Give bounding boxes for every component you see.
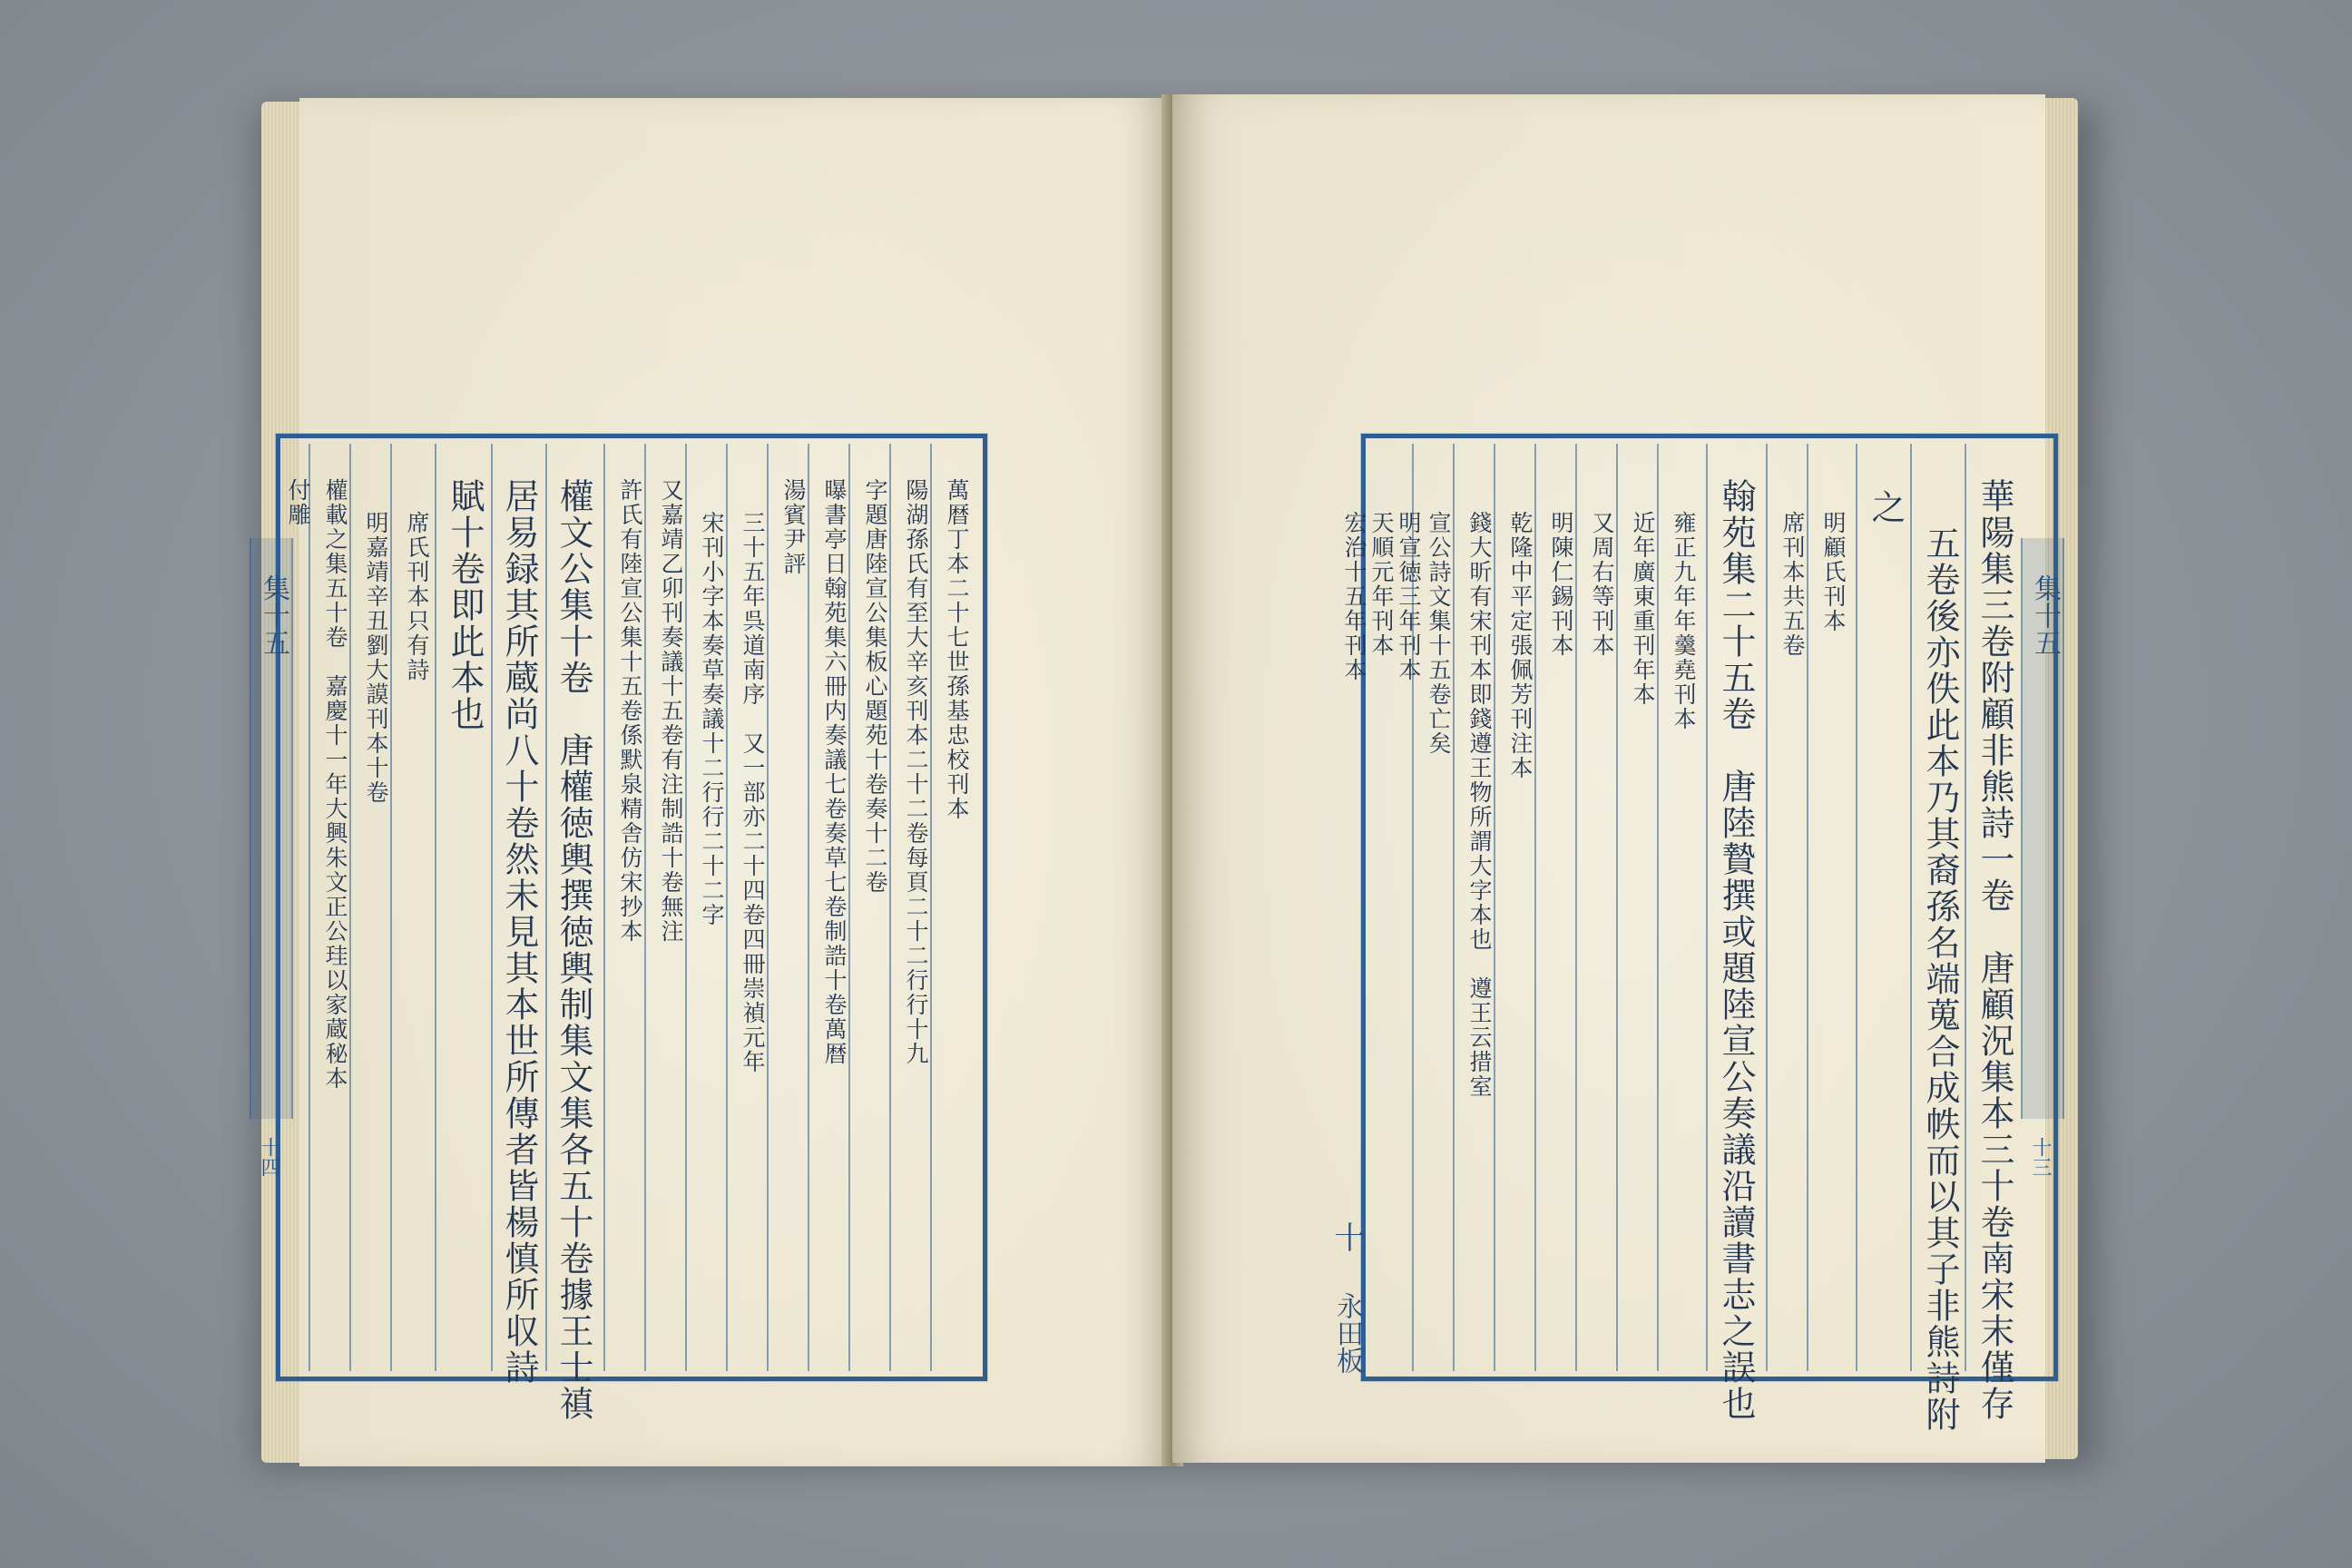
column-rule xyxy=(1807,444,1808,1371)
text-column: 又嘉靖乙卯刊奏議十五卷有注制誥十卷無注 xyxy=(658,478,684,944)
right-page xyxy=(1172,94,2061,1463)
column-rule xyxy=(545,444,547,1371)
text-column: 明嘉靖辛丑劉大謨刊本十卷 xyxy=(363,511,389,805)
text-column: 賦十卷即此本也 xyxy=(445,478,485,732)
bottom-stamp: 十 xyxy=(1328,1221,1365,1252)
text-column: 權載之集五十卷 嘉慶十一年大興朱文正公珪以家蔵秘本 xyxy=(322,478,348,1091)
column-rule xyxy=(1575,444,1577,1371)
text-column: 付雕 xyxy=(285,478,311,527)
left-page xyxy=(258,98,1169,1466)
column-rule xyxy=(1453,444,1455,1371)
column-rule xyxy=(1494,444,1495,1371)
publisher-seal: 永田板 xyxy=(1331,1292,1363,1374)
column-rule xyxy=(644,444,646,1371)
text-column: 明陳仁錫刊本 xyxy=(1548,511,1574,658)
text-column: 近年廣東重刊年本 xyxy=(1630,511,1656,707)
text-column: 席刊本共五卷 xyxy=(1779,511,1806,658)
text-column: 明顧氏刊本 xyxy=(1820,511,1847,633)
show-through-text xyxy=(862,162,906,408)
left-print-frame xyxy=(258,434,987,1422)
column-rule xyxy=(726,444,728,1371)
column-rule xyxy=(1706,444,1708,1371)
left-margin-folio: 十四 xyxy=(258,1137,280,1177)
text-column: 陽湖孫氏有至大辛亥刊本二十二卷每頁二十二行行十九 xyxy=(903,478,929,1066)
text-column: 五卷後亦佚此本乃其裔孫名端蒐合成帙而以其子非熊詩附 xyxy=(1920,525,1960,1433)
column-rule xyxy=(349,444,351,1371)
column-rule xyxy=(848,444,850,1371)
column-rule xyxy=(1910,444,1912,1371)
column-rule xyxy=(390,444,392,1371)
column-rule xyxy=(1616,444,1618,1371)
text-column: 字題唐陸宣公集板心題苑十卷奏十二卷 xyxy=(862,478,888,895)
text-column: 權文公集十卷 唐權徳輿撰徳輿制集文集各五十卷據王士禛 xyxy=(554,478,593,1422)
text-column: 宋刊小字本奏草奏議十二行行二十二字 xyxy=(699,511,725,927)
text-column: 三十五年呉道南序 又一部亦二十四卷四冊崇禎元年 xyxy=(740,511,766,1074)
text-column: 錢大昕有宋刊本即錢遵王物所謂大字本也 遵王云措室 xyxy=(1466,511,1493,1099)
text-column: 乾隆中平定張佩芳刊注本 xyxy=(1507,511,1534,780)
column-rule xyxy=(1657,444,1659,1371)
text-column: 明宣徳三年刊本 xyxy=(1396,511,1422,682)
column-rule xyxy=(685,444,687,1371)
text-column: 之 xyxy=(1866,489,1906,525)
text-column: 華陽集三卷附顧非熊詩一卷 唐顧況集本三十卷南宋末僅存 xyxy=(1975,478,2014,1422)
column-rule xyxy=(603,444,605,1371)
column-rule xyxy=(930,444,932,1371)
text-column: 雍正九年年羹堯刊本 xyxy=(1671,511,1697,731)
column-rule xyxy=(309,444,310,1371)
right-margin-folio: 十三 xyxy=(2029,1137,2052,1177)
column-rule xyxy=(889,444,891,1371)
text-column: 宣公詩文集十五卷亡矣 xyxy=(1426,511,1452,756)
column-rule xyxy=(491,444,493,1371)
column-rule xyxy=(1856,444,1857,1371)
column-rule xyxy=(1534,444,1536,1371)
text-column: 居易録其所蔵尚八十卷然未見其本世所傳者皆楊慎所収詩 xyxy=(499,478,539,1386)
text-column: 席氏刊本只有詩 xyxy=(404,511,430,682)
right-margin-label: 集十五 xyxy=(2029,574,2061,656)
left-margin-label: 集十五 xyxy=(258,574,289,656)
text-column: 許氏有陸宣公集十五卷係默泉精舎仿宋抄本 xyxy=(617,478,643,944)
text-column: 曝書亭日翰苑集六冊内奏議七卷奏草七卷制誥十卷萬暦 xyxy=(821,478,848,1066)
text-column: 天順元年刊本 xyxy=(1368,511,1395,658)
column-rule xyxy=(808,444,809,1371)
column-rule xyxy=(1965,444,1966,1371)
column-rule xyxy=(1766,444,1768,1371)
text-column: 萬暦丁本二十七世孫基忠校刊本 xyxy=(944,478,970,821)
text-column: 翰苑集二十五卷 唐陸贄撰或題陸宣公奏議沿讀書志之誤也 xyxy=(1716,478,1756,1422)
text-column: 又周右等刊本 xyxy=(1589,511,1615,658)
column-rule xyxy=(767,444,769,1371)
text-column: 宏治十五年刊本 xyxy=(1341,511,1367,682)
column-rule xyxy=(435,444,436,1371)
text-column: 湯賓尹評 xyxy=(780,478,807,576)
